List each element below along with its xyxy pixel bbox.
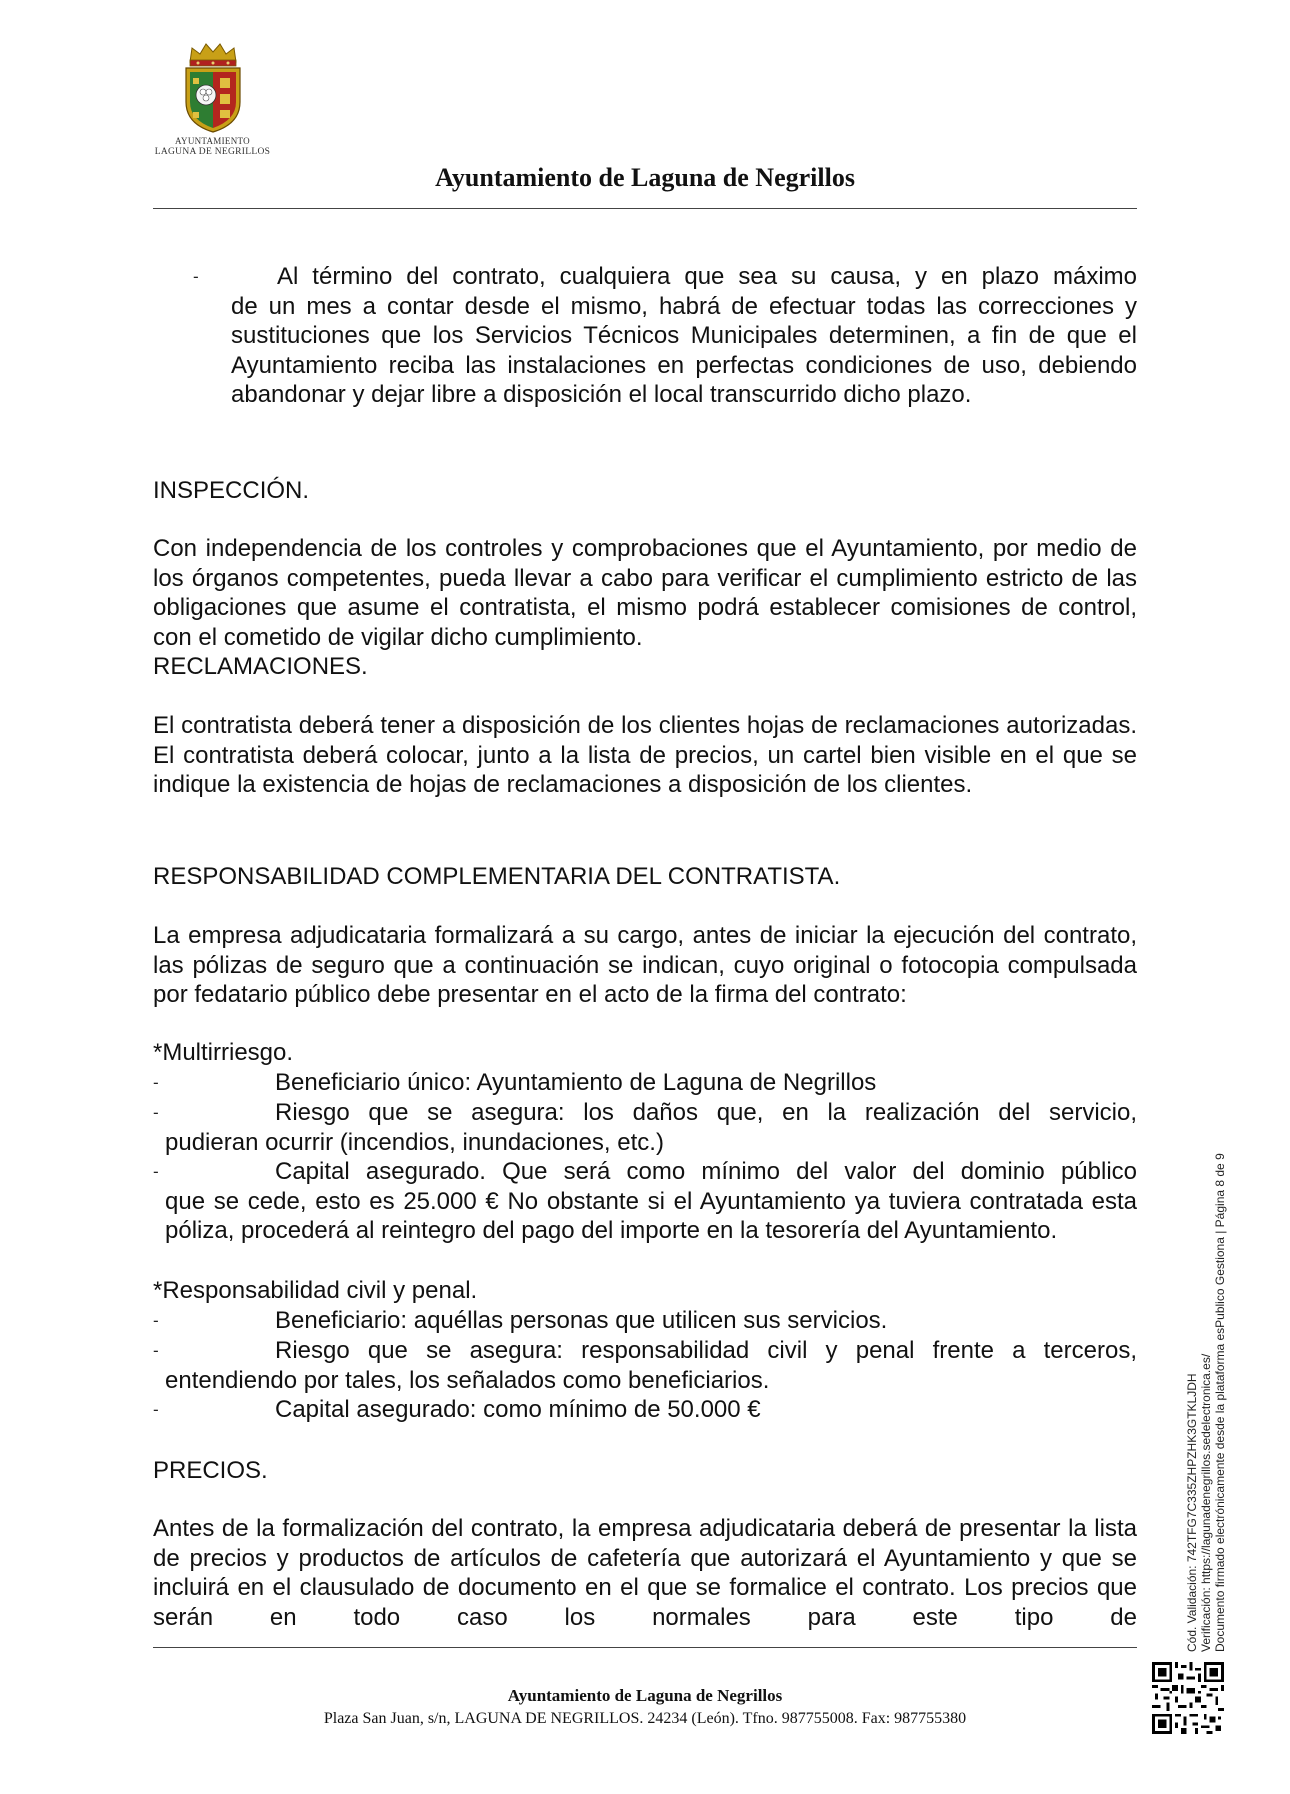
qr-code-icon [1152, 1662, 1224, 1734]
validation-code: Cód. Validación: 742TFG7C335ZHPZHK3GTKLJDH [1185, 1373, 1199, 1652]
insurance-item [153, 1306, 1137, 1336]
insurance-item-text: Beneficiario único: Ayuntamiento de Laguna de Negrillos [275, 1069, 877, 1096]
municipal-coat-of-arms-logo [150, 40, 275, 160]
insurance-item-continuation: pudieran ocurrir (incendios, inundaciones, etc.) [165, 1128, 664, 1156]
insurance-item [153, 1157, 1137, 1277]
section-heading-reclamaciones: RECLAMACIONES. [153, 653, 368, 680]
coat-of-arms-icon [178, 40, 248, 134]
responsabilidad-civil-label: *Responsabilidad civil y penal. [153, 1277, 478, 1304]
bullet-dash: - [153, 1400, 159, 1419]
insurance-item-text: Riesgo que se asegura: responsabilidad civil y penal frente a terceros, [275, 1337, 1137, 1364]
closing-obligation-bullet [153, 262, 1137, 452]
bullet-dash: - [153, 1103, 159, 1122]
insurance-item [153, 1098, 1137, 1158]
section-heading-precios: PRECIOS. [153, 1457, 268, 1484]
reclamaciones-paragraph: El contratista deberá tener a disposición de los clientes hojas de reclamaciones autorizadas. El contratista deberá colocar, junto a la lista de precios, un cartel bien visible en el que se indique la existencia de hojas de reclamaciones a disposición de los clientes. [153, 712, 1137, 798]
inspeccion-paragraph: Con independencia de los controles y comprobaciones que el Ayuntamiento, por medio de los órganos competentes, pueda llevar a cabo para verificar el cumplimiento estricto de las obligaciones que asume el contratista, el mismo podrá establecer comisiones de control, con el cometido de vigilar dicho cumplimiento. [153, 535, 1137, 651]
bullet-dash: - [153, 1162, 159, 1181]
electronic-signature-stamp [1183, 1112, 1229, 1652]
precios-paragraph: Antes de la formalización del contrato, la empresa adjudicataria deberá de presentar la lista de precios y productos de artículos de cafetería que autorizará el Ayuntamiento y que se incluirá en el clausulado de documento en el que se formalice el contrato. Los precios que serán en todo caso los normales para este tipo de [153, 1515, 1137, 1631]
signature-platform-notice: Documento firmado electrónicamente desde la plataforma esPublico Gestiona | Página 8 de 9 [1213, 1153, 1227, 1652]
bullet-text-continuation: de un mes a contar desde el mismo, habrá de efectuar todas las correcciones y sustituciones que los Servicios Técnicos Municipales determinen, a fin de que el Ayuntamiento reciba las instalaciones en perfectas condiciones de uso, debiendo abandonar y dejar libre a disposición el local transcurrido dicho plazo. [231, 292, 1137, 408]
footer-address: Plaza San Juan, s/n, LAGUNA DE NEGRILLOS. 24234 (León). Tfno. 987755008. Fax: 987755380 [323, 1710, 967, 1727]
multirriesgo-label: *Multirriesgo. [153, 1039, 294, 1066]
header-divider [153, 208, 1137, 209]
verification-url: Verificación: https://lagunadenegrillos.sedelectronica.es/ [1199, 1353, 1213, 1652]
bullet-dash: - [153, 1341, 159, 1360]
insurance-item-continuation: que se cede, esto es 25.000 € No obstante si el Ayuntamiento ya tuviera contratada esta póliza, procederá al reintegro del pago del importe en la tesorería del Ayuntamiento. [165, 1187, 1137, 1244]
insurance-item-text: Capital asegurado. Que será como mínimo del valor del dominio público [275, 1158, 1137, 1185]
responsabilidad-paragraph: La empresa adjudicataria formalizará a su cargo, antes de iniciar la ejecución del contrato, las pólizas de seguro que a continuación se indican, cuyo original o fotocopia compulsada por fedatario público debe presentar en el acto de la firma del contrato: [153, 922, 1137, 1008]
footer-divider [153, 1647, 1137, 1648]
insurance-item-text: Riesgo que se asegura: los daños que, en la realización del servicio, [275, 1099, 1137, 1126]
page-header-title: Ayuntamiento de Laguna de Negrillos [435, 163, 855, 192]
insurance-item-continuation: entendiendo por tales, los señalados como beneficiarios. [165, 1366, 770, 1394]
footer-organization-name: Ayuntamiento de Laguna de Negrillos [507, 1686, 783, 1705]
insurance-item-text: Capital asegurado: como mínimo de 50.000 € [275, 1396, 761, 1423]
section-heading-responsabilidad: RESPONSABILIDAD COMPLEMENTARIA DEL CONTRATISTA. [153, 863, 841, 890]
insurance-item [153, 1068, 1137, 1098]
insurance-item [153, 1336, 1137, 1396]
logo-caption-line-1: AYUNTAMIENTO [175, 136, 250, 146]
bullet-text-first-line: Al término del contrato, cualquiera que sea su causa, y en plazo máximo [277, 263, 1137, 290]
bullet-dash: - [153, 1311, 159, 1330]
bullet-dash: - [153, 1073, 159, 1092]
section-heading-inspeccion: INSPECCIÓN. [153, 477, 310, 504]
insurance-item [153, 1395, 1137, 1425]
insurance-item-text: Beneficiario: aquéllas personas que utilicen sus servicios. [275, 1307, 888, 1334]
bullet-dash: - [193, 267, 199, 286]
logo-caption-line-2: LAGUNA DE NEGRILLOS [154, 147, 271, 157]
